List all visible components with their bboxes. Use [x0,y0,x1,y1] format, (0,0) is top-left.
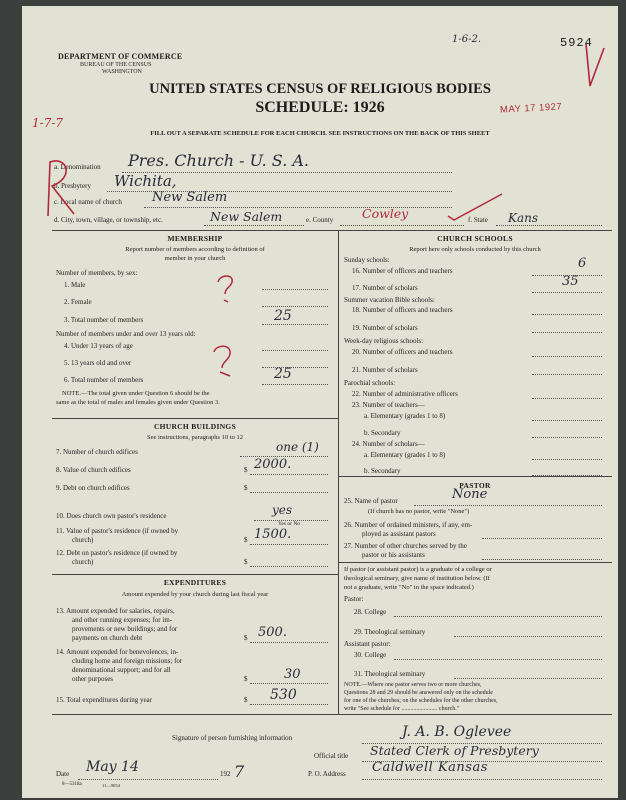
q13-dollar: $ [244,634,248,642]
q27-label-2: pastor or his assistants [362,551,425,559]
q18-label: 18. Number of officers and teachers [352,306,453,314]
presbytery-value: Wichita, [114,172,177,190]
expenditures-title: EXPENDITURES [163,578,227,587]
q13-value: 500. [258,625,287,640]
by-age-label: Number of members under and over 13 years old: [56,330,196,338]
red-mark: 1-7-7 [32,116,64,130]
dept-name: DEPARTMENT OF COMMERCE [58,52,183,61]
schools-title: CHURCH SCHOOLS [437,234,513,243]
q13-label: 13. Amount expended for salaries, repairs, [56,607,175,615]
q15-value: 530 [270,687,297,703]
city-name: WASHINGTON [102,69,142,75]
q9-dollar: $ [244,484,248,492]
q24-label: 24. Number of scholars— [352,440,425,448]
q30-label: 30. College [354,651,387,659]
schools-sub: Report here only schools conducted by this church [409,246,541,253]
q10-hint: Yes or No [278,521,301,527]
red-r-mark [34,156,94,222]
q15-label: 15. Total expenditures during year [56,696,152,704]
city-label: d. City, town, village, or township, etc. [54,216,163,224]
q7-value: one (1) [276,440,319,454]
print-code-2: 11—9054 [102,783,120,788]
state-label: f. State [468,216,488,224]
official-title-label: Official title [314,752,349,760]
q11-label: 11. Value of pastor's residence (if owned by [56,527,179,535]
edu-note-1: If pastor (or assistant pastor) is a graduate of a college or [344,566,492,573]
by-sex-label: Number of members, by sex: [56,269,138,277]
q12-label: 12. Debt on pastor's residence (if owned by [56,549,178,557]
received-stamp: MAY 17 1927 [499,101,563,116]
q28-label: 28. College [354,608,387,616]
pastor-note-2: Questions 28 and 29 should be answered only on the schedule [344,690,493,696]
q2-label: 2. Female [64,298,92,306]
q4-label: 4. Under 13 years of age [64,342,133,350]
q23a-label: a. Elementary (grades 1 to 8) [364,412,446,420]
parochial-label: Parochial schools: [344,379,396,387]
q16-value: 6 [578,256,587,271]
assistant-sub-label: Assistant pastor: [344,640,391,648]
denomination-value: Pres. Church - U. S. A. [128,151,309,170]
q14-label: 14. Amount expended for benevolences, in- [56,648,179,656]
q31-label: 31. Theological seminary [354,670,426,678]
q14-label-4: other purposes [72,675,114,683]
q29-label: 29. Theological seminary [354,628,426,636]
q24a-label: a. Elementary (grades 1 to 8) [364,451,446,459]
local-name-label: c. Local name of church [54,198,122,206]
q14-label-3: denominational support; and for all [72,666,171,674]
q20-label: 20. Number of officers and teachers [352,348,453,356]
edu-note-2: theological seminary, give name of institution below. (If [344,575,490,582]
q6-label: 6. Total number of members [64,376,144,384]
q26-label-2: ployed as assistant pastors [362,530,436,538]
signature-label: Signature of person furnishing information [172,734,293,742]
q10-label: 10. Does church own pastor's residence [56,512,167,520]
membership-note-1: NOTE.—The total given under Question 6 should be the [62,390,210,397]
pastor-note-4: write "See schedule for ........................ church." [344,706,460,712]
q22-label: 22. Number of administrative officers [352,390,458,398]
q3-label: 3. Total number of members [64,316,144,324]
q12-dollar: $ [244,558,248,566]
q27-label: 27. Number of other churches served by the [344,542,467,550]
q24b-label: b. Secondary [364,467,401,475]
q21-label: 21. Number of scholars [352,366,418,374]
schedule-number: 5924 [560,36,593,50]
form-title: UNITED STATES CENSUS OF RELIGIOUS BODIES [149,81,491,97]
print-code: 8—5318a [62,782,82,787]
membership-note-2: same as the total of males and females given under Question 3. [56,399,220,406]
signature-value: J. A. B. Oglevee [402,724,512,740]
q25-hint: (If church has no pastor, write "None") [368,508,470,515]
q7-label: 7. Number of church edifices [56,448,138,456]
schedule-title: SCHEDULE: 1926 [255,99,385,116]
corner-code: 1-6-2. [452,34,482,45]
q25-value: None [452,487,488,502]
q26-label: 26. Number of ordained ministers, if any, em- [344,521,473,529]
q1-label: 1. Male [64,281,86,289]
year-value: 7 [234,762,245,781]
census-form [22,6,618,798]
q8-label: 8. Value of church edifices [56,466,131,474]
q11-label-2: church) [72,536,94,544]
q13-label-2: and other running expenses; for im- [72,616,173,624]
date-label: Date [56,770,70,778]
q25-label: 25. Name of pastor [344,497,398,505]
membership-title: MEMBERSHIP [167,234,223,243]
county-label: e. County [306,216,334,224]
date-value: May 14 [86,759,139,775]
q13-label-3: provements or new buildings; and for [72,625,178,633]
pastor-title: PASTOR [459,481,491,490]
q9-label: 9. Debt on church edifices [56,484,130,492]
red-tick-mark [446,192,506,222]
address-value: Caldwell Kansas [372,760,488,775]
red-question-mark-2 [208,344,248,378]
local-name-value: New Salem [152,190,228,205]
q13-label-4: payments on church debt [72,634,143,642]
membership-intro-1: Report number of members according to definition of [125,246,265,253]
q8-value: 2000. [254,457,292,472]
q14-label-2: cluding home and foreign missions; for [72,657,183,665]
edu-note-3: not a graduate, write "No" in the space indicated.) [344,584,474,591]
q14-dollar: $ [244,675,248,683]
q8-dollar: $ [244,466,248,474]
q12-label-2: church) [72,558,94,566]
denomination-label: a. Denomination [54,163,101,171]
pastor-note-3: for one of the churches; on the schedules for the other churches, [344,698,498,704]
q3-value: 25 [274,308,292,324]
pastor-note-1: NOTE.—Where one pastor serves two or more churches, [344,682,482,688]
red-question-mark-1 [212,274,242,304]
q16-label: 16. Number of officers and teachers [352,267,453,275]
city-value: New Salem [210,209,283,224]
instruction-line: FILL OUT A SEPARATE SCHEDULE FOR EACH CHURCH. SEE INSTRUCTIONS ON THE BACK OF THIS SHEET [150,130,490,137]
membership-intro-2: member in your church [164,255,226,262]
weekday-label: Week-day religious schools: [344,337,424,345]
summer-label: Summer vacation Bible schools: [344,296,435,304]
q23-label: 23. Number of teachers— [352,401,425,409]
q19-label: 19. Number of scholars [352,324,418,332]
address-label: P. O. Address [308,770,346,778]
q17-label: 17. Number of scholars [352,284,418,292]
sunday-label: Sunday schools: [344,256,390,264]
year-prefix: 192 [220,770,231,778]
buildings-title: CHURCH BUILDINGS [153,422,237,431]
q15-dollar: $ [244,696,248,704]
q23b-label: b. Secondary [364,429,401,437]
q17-value: 35 [562,274,579,289]
q11-value: 1500. [254,527,292,542]
county-value: Cowley [362,206,409,221]
q11-dollar: $ [244,536,248,544]
official-title-value: Stated Clerk of Presbytery [370,743,539,758]
state-value: Kans [508,211,539,225]
q10-value: yes [272,503,293,517]
pastor-sub-label: Pastor: [344,595,364,603]
q5-label: 5. 13 years old and over [64,359,132,367]
q14-value: 30 [284,667,301,682]
expenditures-sub: Amount expended by your church during last fiscal year [121,591,269,598]
buildings-sub: See instructions, paragraphs 10 to 12 [146,434,244,441]
bureau-name: BUREAU OF THE CENSUS [80,62,152,68]
presbytery-label: b. Presbytery [54,182,91,190]
q6-value: 25 [274,366,292,382]
